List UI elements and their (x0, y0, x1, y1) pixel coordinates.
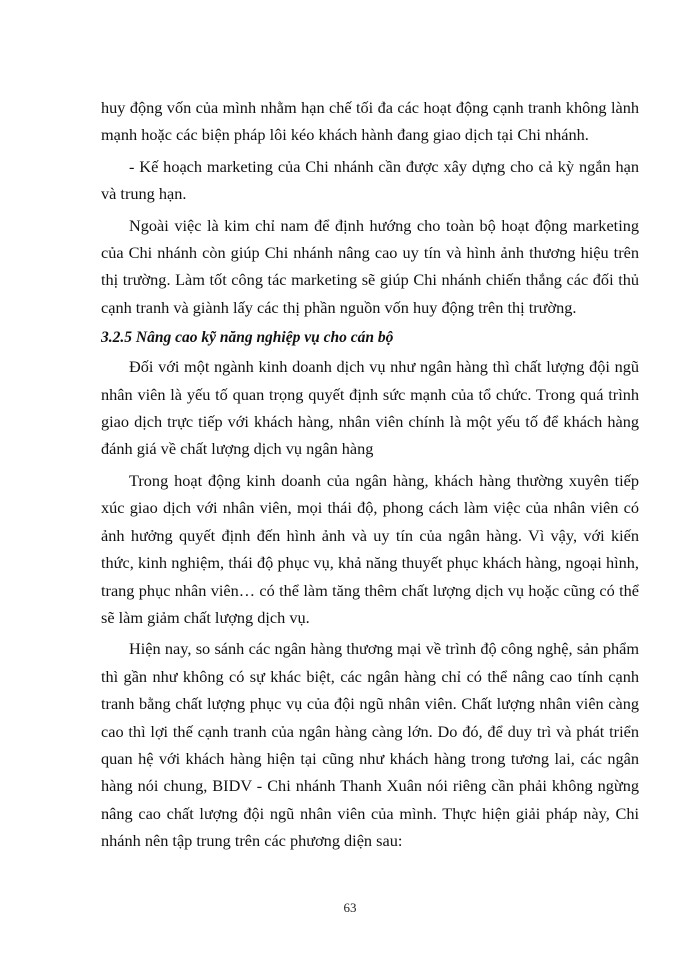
paragraph-continuation: huy động vốn của mình nhằm hạn chế tối đa các hoạt động cạnh tranh không lành mạnh hoặc các biện pháp lôi kéo khách hành đang giao dịch tại Chi nhánh. (101, 98, 639, 145)
section-heading: 3.2.5 Nâng cao kỹ năng nghiệp vụ cho cán bộ (101, 329, 394, 347)
paragraph-marketing-benefits: Ngoài việc là kim chỉ nam để định hướng cho toàn bộ hoạt động marketing của Chi nhánh còn giúp Chi nhánh nâng cao uy tín và hình ảnh thương hiệu trên thị trường. Làm tốt công tác marketing sẽ giúp Chi nhánh chiến thắng các đối thủ cạnh tranh và giành lấy các thị phần nguồn vốn huy động trên thị trường. (101, 215, 639, 317)
page-number: 63 (343, 900, 357, 915)
paragraph-marketing-plan: - Kế hoạch marketing của Chi nhánh cần được xây dựng cho cả kỳ ngắn hạn và trung hạn. (101, 156, 639, 204)
page-body (101, 94, 639, 859)
paragraph-staff-quality: Đối với một ngành kinh doanh dịch vụ như ngân hàng thì chất lượng đội ngũ nhân viên là yếu tố quan trọng quyết định sức mạnh của tổ chức. Trong quá trình giao dịch trực tiếp với khách hàng, nhân viên chính là một yếu tố để khách hàng đánh giá về chất lượng dịch vụ ngân hàng (101, 357, 639, 459)
paragraph-competition: Hiện nay, so sánh các ngân hàng thương mại về trình độ công nghệ, sản phẩm thì gần như không có sự khác biệt, các ngân hàng chỉ có thể nâng cao tính cạnh tranh bằng chất lượng phục vụ của đội ngũ nhân viên. Chất lượng nhân viên càng cao thì lợi thế cạnh tranh của ngân hàng càng lớn. Do đó, để duy trì và phát triển quan hệ với khách hàng hiện tại cũng như khách hàng trong tương lai, các ngân hàng nói chung, BIDV - Chi nhánh Thanh Xuân nói riêng cần phải không ngừng nâng cao chất lượng đội ngũ nhân viên của mình. Thực hiện giải pháp này, Chi nhánh nên tập trung trên các phương diện sau: (101, 639, 639, 851)
paragraph-customer-contact: Trong hoạt động kinh doanh của ngân hàng, khách hàng thường xuyên tiếp xúc giao dịch với nhân viên, mọi thái độ, phong cách làm việc của nhân viên có ảnh hưởng quyết định đến hình ảnh và uy tín của ngân hàng. Vì vậy, với kiến thức, kinh nghiệm, thái độ phục vụ, khả năng thuyết phục khách hàng, ngoại hình, trang phục nhân viên… có thể làm tăng thêm chất lượng dịch vụ hoặc cũng có thể sẽ làm giảm chất lượng dịch vụ. (101, 470, 639, 627)
